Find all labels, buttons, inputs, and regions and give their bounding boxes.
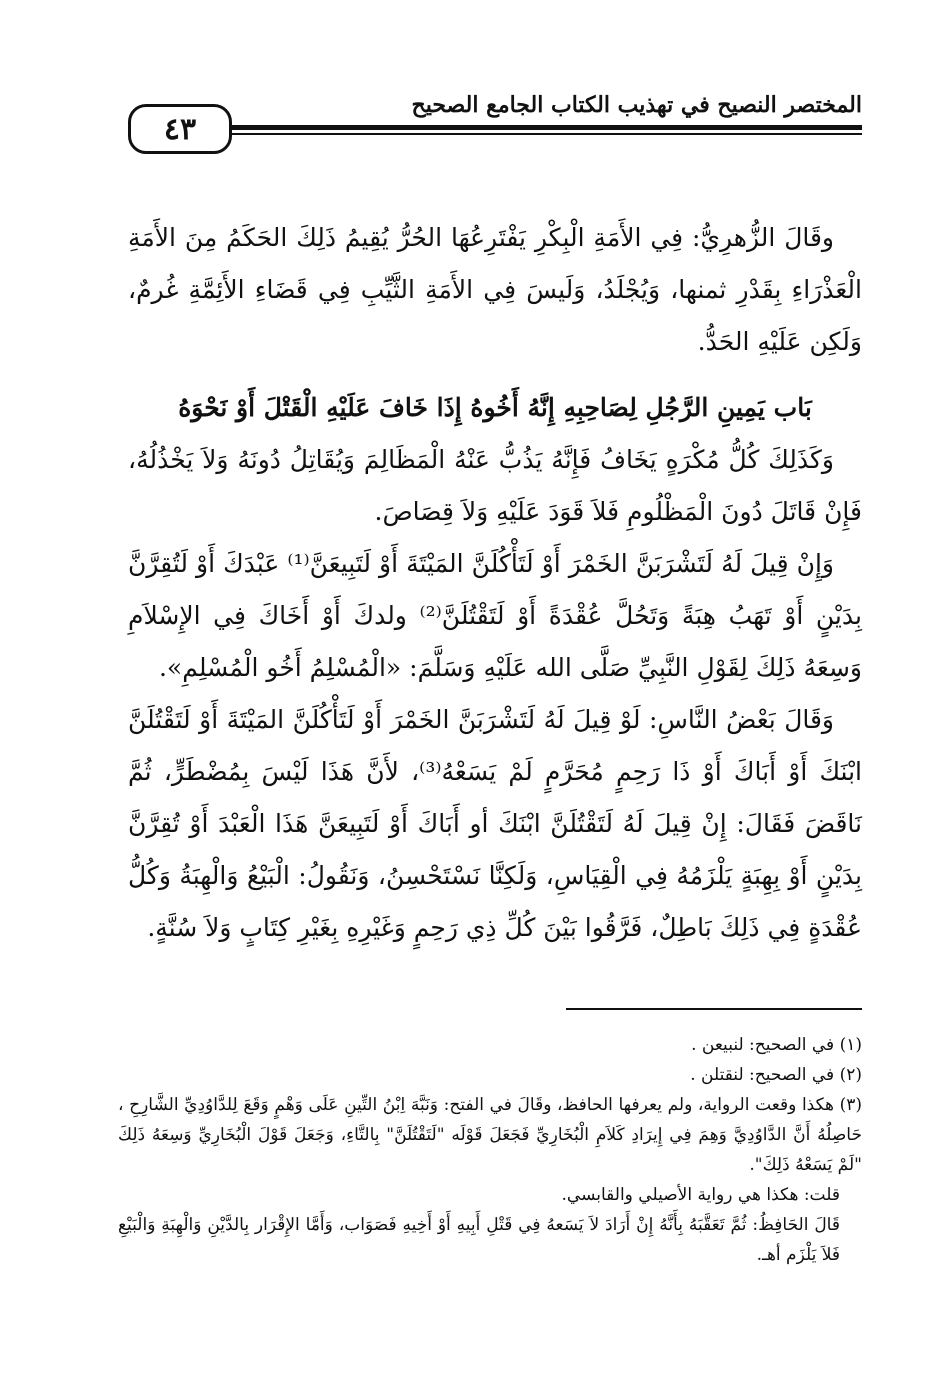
header-rule-thin [232,133,862,135]
paragraph-zuhri: وقَالَ الزُّهرِيُّ: فِي الأَمَةِ الْبِكْرِ يَفْتَرِعُهَا الحُرُّ يُقِيمُ ذَلِكَ الحَكَمُ مِنَ الأَمَةِ الْعَذْرَاءِ بِقَدْرِ ثمنها، وَيُجْلَدُ، وَلَيسَ فِي الأَمَةِ الثَّيِّبِ فِي قَضَاءِ الأَئِمَّةِ غُرمٌ، وَلَكِن عَلَيْهِ الحَدُّ. [128,223,862,356]
paragraph-bad-an-nas: وَقَالَ بَعْضُ النَّاسِ: لَوْ قِيلَ لَهُ لَتَشْرَبَنَّ الخَمْرَ أَوْ لَتَأْكُلَنَّ المَيْتَةَ أَوْ لَتَقْتُلَنَّ ابْنَكَ أَوْ أَبَاكَ أَوْ ذَا رَحِمٍ مُحَرَّمٍ لَمْ يَسَعْهُ⁽³⁾، لأَنَّ هَذَا لَيْسَ بِمُضْطَرٍّ، ثُمَّ نَاقَضَ فَقَالَ: إِنْ قِيلَ لَهُ لَتَقْتُلَنَّ ابْنَكَ أو أَبَاكَ أَوْ لَتَبِيعَنَّ هَذَا الْعَبْدَ أَوْ تُقِرَّنَّ بِدَيْنٍ أَوْ بِهِبَةٍ يَلْزَمُهُ فِي الْقِيَاسِ، وَلَكِنَّا نَسْتَحْسِنُ، وَنَقُولُ: الْبَيْعُ وَالْهِبَةُ وَكُلُّ عُقْدَةٍ فِي ذَلِكَ بَاطِلٌ، فَرَّقُوا بَيْنَ كُلِّ ذِي رَحِمٍ وَغَيْرِهِ بِغَيْرِ كِتَابٍ وَلاَ سُنَّةٍ. [128,705,863,942]
footnote-2: (٢) في الصحيح: لنقتلن . [690,1065,862,1085]
footnote-3-hafiz: قَالَ الحَافِظُ: ثُمَّ تَعَقَّبَهُ بِأَنَّهُ إِنْ أَرَادَ لاَ يَسَعهُ فِي قَتْلِ أَبِيهِ أَوْ أَخِيهِ فَصَوَاب، وَأَمَّا الإِقْرَار بِالدَّيْنِ وَالْهِبَةِ وَالْبَيْعِ فَلاَ يَلْزَم أهـ. [118,1215,840,1265]
running-title: المختصر النصيح في تهذيب الكتاب الجامع الصحيح [411,92,862,118]
page-number: ٤٣ [163,111,197,147]
page-header [128,92,862,162]
header-rule-thick [232,125,862,130]
chapter-title: بَاب يَمِينِ الرَّجُلِ لِصَاحِبِهِ إِنَّهُ أَخُوهُ إِذَا خَافَ عَلَيْهِ الْقَتْلَ أَوْ نَحْوَهُ [178,393,812,422]
footnote-3-note: قلت: هكذا هي رواية الأصيلي والقابسي. [561,1185,840,1205]
footnote-divider [566,1008,862,1010]
footnote-3: (٣) هكذا وقعت الرواية، ولم يعرفها الحافظ، وقَالَ في الفتح: وَنَبَّهَ اِبْنُ التِّينِ عَلَى وَهْمٍ وَقَعَ لِلدَّاوُدِيِّ الشَّارِحِ ، حَاصِلُهُ أَنَّ الدَّاوُدِيَّ وَهِمَ فِي إِيرَادِ كَلاَمِ الْبُخَارِيِّ فَجَعَلَ قَوْلَه "لَتَقْتُلَنَّ" بِالتَّاءِ، وَجَعَلَ قَوْلَ الْبُخَارِيِّ وَسِعَهُ ذَلِكَ "لَمْ يَسَعْهُ ذَلِكَ". [118,1095,862,1175]
paragraph-in-qila: وَإِنْ قِيلَ لَهُ لَتَشْرَبَنَّ الخَمْرَ أَوْ لَتَأْكُلَنَّ المَيْتَةَ أَوْ لَتَبِيعَنَّ⁽¹⁾ عَبْدَكَ أَوْ لَتُقِرَّنَّ بِدَيْنٍ أَوْ تَهَبُ هِبَةً وَتَحُلَّ عُقْدَةً أَوْ لَتَقْتُلَنَّ⁽²⁾ ولدكَ أَوْ أَخَاكَ فِي الإِسْلاَمِ وَسِعَهُ ذَلِكَ لِقَوْلِ النَّبِيِّ صَلَّى الله عَلَيْهِ وَسَلَّمَ: «الْمُسْلِمُ أَخُو الْمُسْلِمِ». [128,549,862,682]
main-text [128,212,862,954]
paragraph-mukrah: وَكَذَلِكَ كُلُّ مُكْرَهٍ يَخَافُ فَإِنَّهُ يَذُبُّ عَنْهُ الْمَظَالِمَ وَيُقَاتِلُ دُونَهُ وَلاَ يَخْذُلُهُ، فَإِنْ قَاتَلَ دُونَ الْمَظْلُومِ فَلاَ قَوَدَ عَلَيْهِ وَلاَ قِصَاصَ. [128,445,862,526]
page-number-box [128,104,232,154]
footnotes [118,1030,862,1270]
footnote-1: (١) في الصحيح: لنبيعن . [691,1035,862,1055]
